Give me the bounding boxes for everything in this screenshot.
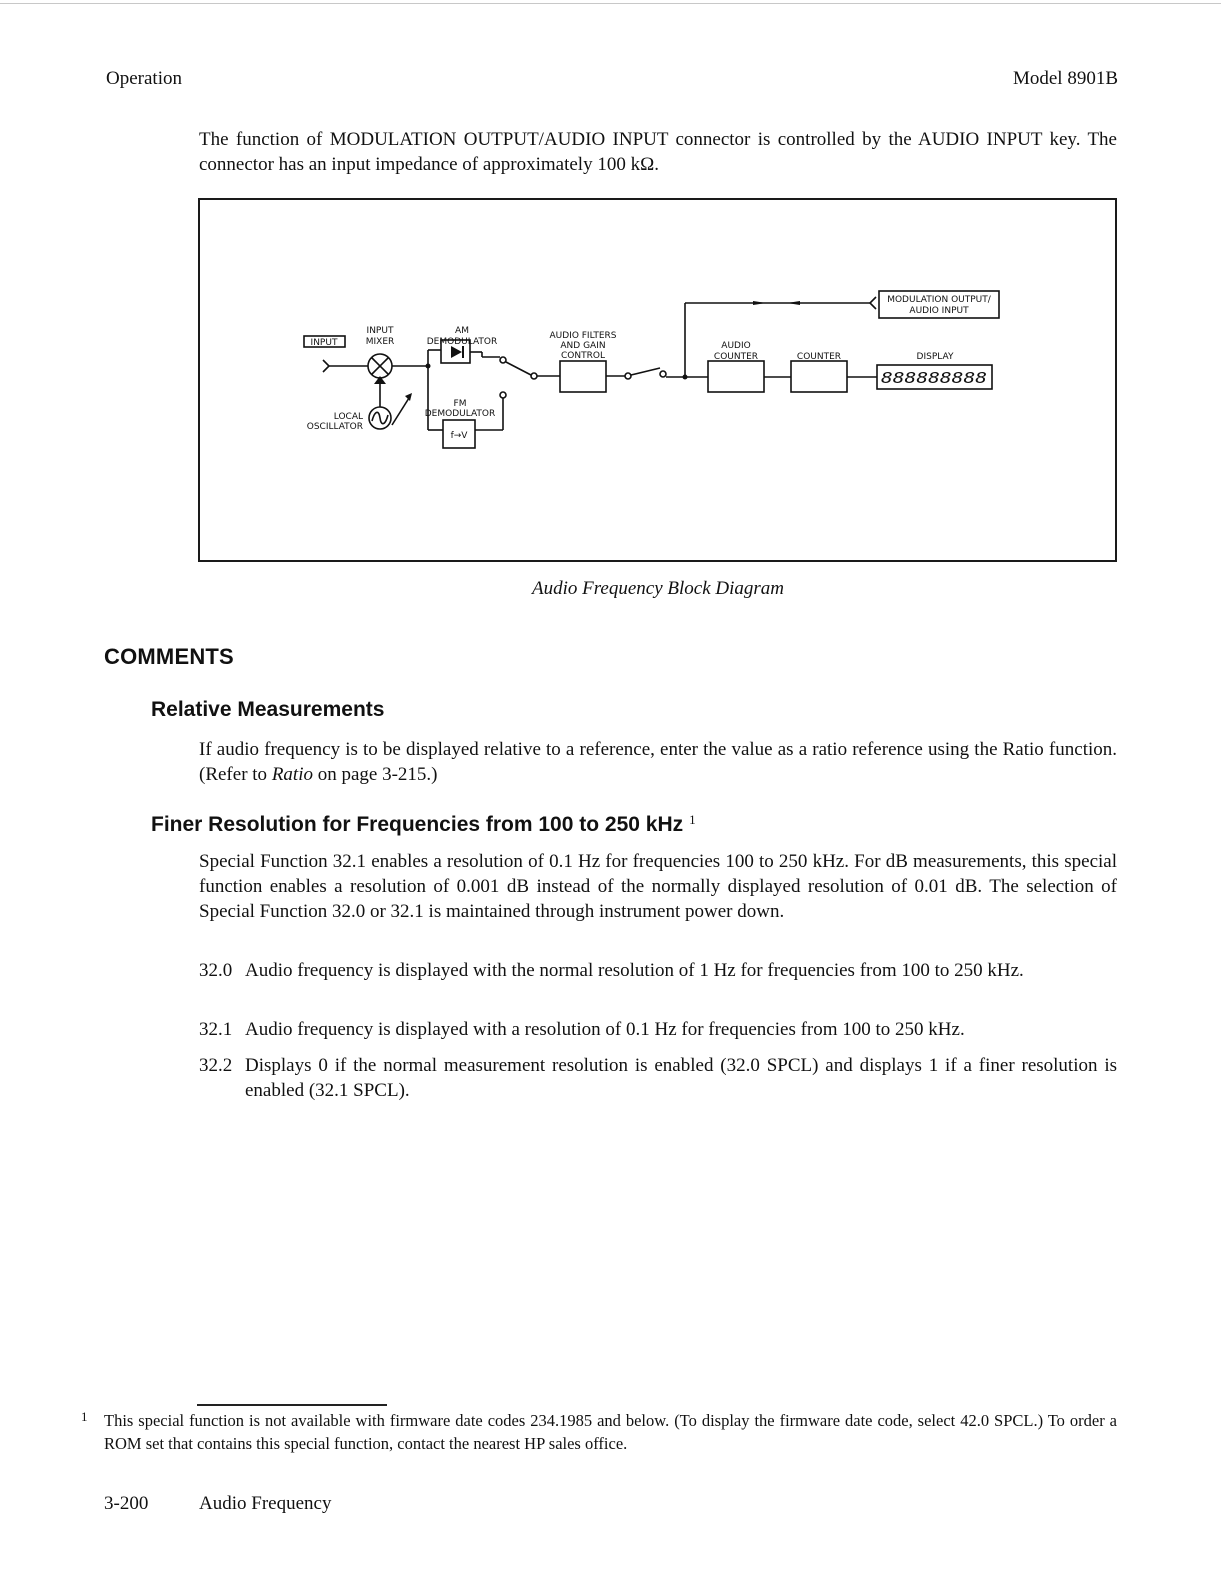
comments-heading: COMMENTS (104, 644, 234, 669)
footnote-rule (197, 1404, 387, 1406)
diode-bar-icon (462, 346, 464, 358)
finer-resolution-paragraph: Special Function 32.1 enables a resolution of 0.1 Hz for frequencies 100 to 250 kHz. For dB measurements, this special function enables a resolution of 0.001 dB instead of the normally displayed resolution of 0.01 dB. The selection of Special Function 32.0 or 32.1 is maintained through instrument power down. (199, 851, 1117, 922)
footer-title: Audio Frequency (199, 1493, 332, 1514)
display-label: DISPLAY (916, 352, 954, 362)
figure-caption: Audio Frequency Block Diagram (531, 578, 785, 599)
display-digits: 888888888 (881, 369, 987, 387)
page-number: 3-200 (104, 1493, 149, 1514)
audio-input-switch-contact (660, 371, 666, 377)
local-oscillator-label-1: LOCAL (333, 412, 363, 422)
item-text: Audio frequency is displayed with a resolution of 0.1 Hz for frequencies from 100 to 250 kHz. (245, 1019, 965, 1040)
sine-wave-icon (372, 412, 388, 423)
header-section: Operation (106, 68, 182, 89)
arrow-right-icon (787, 301, 800, 305)
am-label-2: DEMODULATOR (426, 337, 498, 347)
input-mixer-label-2: MIXER (365, 337, 395, 347)
footnote-text: This special function is not available with firmware date codes 234.1985 and below. (To display the firmware date code, select 42.0 SPCL.) To order a ROM set that contains this special function, contact the nearest HP sales office. (104, 1411, 1117, 1453)
audio-counter-label-2: COUNTER (713, 352, 759, 362)
item-number: 32.1 (199, 1019, 233, 1040)
finer-resolution-heading (151, 812, 696, 837)
fm-label-1: FM (453, 399, 467, 409)
filters-label-3: CONTROL (561, 351, 605, 361)
relative-measurements-heading: Relative Measurements (151, 698, 385, 721)
header-model: Model 8901B (1012, 68, 1118, 89)
finer-resolution-title: Finer Resolution for Frequencies from 100 to 250 kHz (151, 813, 684, 836)
counter-label: COUNTER (796, 352, 842, 362)
am-label-1: AM (455, 326, 469, 336)
input-connector-label: INPUT (310, 338, 338, 348)
junction-dot (426, 364, 431, 369)
filters-label-2: AND GAIN (560, 341, 606, 351)
block-diagram (198, 198, 1117, 562)
mod-output-chevron (870, 297, 876, 309)
mod-output-label-1: MODULATION OUTPUT/ (887, 295, 991, 305)
footnote-mark: 1 (81, 1409, 88, 1424)
relative-text-after: on page 3-215.) (312, 764, 438, 785)
relative-text-before: If audio frequency is to be displayed relative to a reference, enter the value as a ratio reference using the Ratio function. (Refer to (199, 739, 1117, 785)
switch-contact-fm (500, 392, 506, 398)
item-number: 32.0 (199, 960, 233, 981)
diode-icon (451, 346, 462, 358)
audio-input-switch-arm (631, 368, 660, 375)
input-chevron (323, 360, 329, 372)
counter-box (791, 361, 847, 392)
audio-counter-box (708, 361, 764, 392)
selector-switch-arm (506, 362, 531, 375)
junction-dot-audio (683, 375, 688, 380)
switch-pivot (531, 373, 537, 379)
fm-label-2: DEMODULATOR (424, 409, 496, 419)
item-number: 32.2 (199, 1055, 233, 1076)
filters-label-1: AUDIO FILTERS (549, 331, 617, 341)
relative-measurements-paragraph (199, 737, 1117, 787)
special-function-item (199, 1053, 1117, 1103)
local-oscillator-label-2: OSCILLATOR (306, 422, 363, 432)
footnote-reference: 1 (689, 812, 696, 827)
audio-filters-box (560, 361, 606, 392)
intro-paragraph: The function of MODULATION OUTPUT/AUDIO INPUT connector is controlled by the AUDIO INPUT key. The connector has an input impedance of approximately 100 kΩ. (199, 129, 1117, 175)
block-diagram-svg (200, 200, 1115, 560)
special-function-item (199, 1017, 1117, 1042)
fv-label: f→V (450, 431, 468, 441)
item-text: Audio frequency is displayed with the normal resolution of 1 Hz for frequencies from 100 to 250 kHz. (245, 960, 1024, 981)
special-function-item (199, 958, 1117, 983)
top-rule (0, 3, 1221, 4)
lo-tune-arrow (392, 398, 409, 425)
audio-input-switch-pivot (625, 373, 631, 379)
ratio-reference: Ratio (271, 764, 313, 785)
audio-counter-label-1: AUDIO (721, 341, 751, 351)
switch-contact-am (500, 357, 506, 363)
item-text: Displays 0 if the normal measurement resolution is enabled (32.0 SPCL) and displays 1 if a finer resolution is enabled (32.1 SPCL). (245, 1055, 1117, 1101)
input-mixer-label-1: INPUT (366, 326, 394, 336)
mod-output-label-2: AUDIO INPUT (909, 306, 969, 316)
arrow-left-icon (753, 301, 766, 305)
